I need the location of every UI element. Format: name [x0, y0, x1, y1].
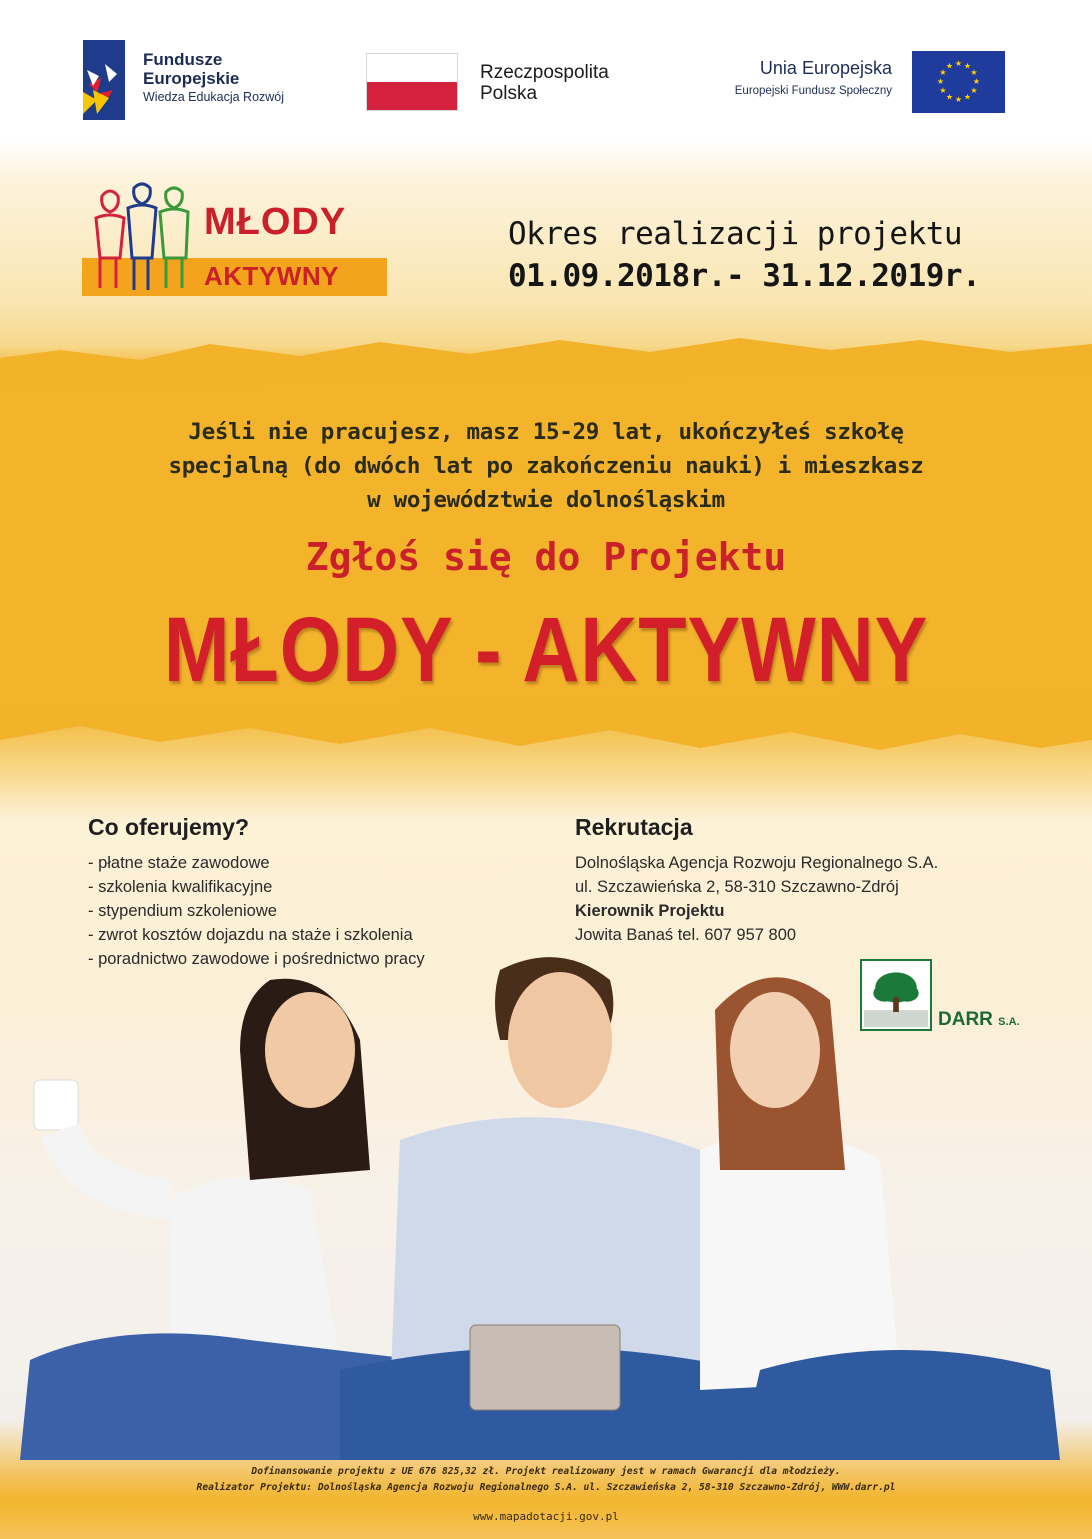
footer-url[interactable]: www.mapadotacji.gov.pl — [473, 1510, 619, 1523]
svg-text:★: ★ — [936, 77, 945, 86]
svg-text:★: ★ — [939, 86, 947, 95]
list-item: - płatne staże zawodowe — [88, 854, 270, 872]
svg-text:★: ★ — [945, 61, 954, 71]
svg-text:★: ★ — [963, 92, 972, 102]
offer-heading: Co oferujemy? — [88, 814, 250, 840]
svg-text:★: ★ — [945, 92, 954, 102]
fundusze-europejskie-logo-icon — [83, 40, 125, 120]
mlody-aktywny-logo — [82, 178, 387, 296]
tree-icon — [860, 959, 932, 1031]
list-item: - poradnictwo zawodowe i pośrednictwo pracy — [88, 950, 425, 968]
recruitment-manager-label: Kierownik Projektu — [575, 902, 725, 920]
eligibility-text — [60, 416, 1032, 517]
footer-line-1: Dofinansowanie projektu z UE 676 825,32 zł. Projekt realizowany jest w ramach Gwarancji dla młodzieży. — [251, 1466, 841, 1477]
list-item: - zwrot kosztów dojazdu na staże i szkolenia — [88, 926, 413, 944]
fundusze-europejskie-text — [143, 50, 284, 104]
svg-text:★: ★ — [954, 59, 963, 68]
list-item: - szkolenia kwalifikacyjne — [88, 878, 273, 896]
intro-line-3: w województwie dolnośląskim — [367, 486, 725, 513]
svg-text:★: ★ — [970, 68, 978, 77]
people-figures-icon — [82, 178, 202, 296]
project-period — [508, 216, 980, 294]
fe-line3: Wiedza Edukacja Rozwój — [143, 90, 285, 105]
rzeczpospolita-polska-text — [480, 62, 609, 105]
svg-text:★: ★ — [939, 68, 947, 77]
ue-line1: Unia Europejska — [759, 58, 892, 78]
eu-flag-icon — [912, 51, 1005, 113]
fe-line1: Fundusze — [143, 50, 223, 69]
intro-line-1: Jeśli nie pracujesz, masz 15-29 lat, ukończyłeś szkołę — [188, 419, 904, 445]
recruitment-org: Dolnośląska Agencja Rozwoju Regionalnego S.A. — [575, 854, 939, 872]
unia-europejska-text — [660, 58, 892, 97]
darr-label — [938, 1009, 1020, 1031]
project-title: MŁODY - AKTYWNY — [163, 599, 929, 701]
ue-line2: Europejski Fundusz Społeczny — [734, 85, 892, 97]
intro-line-2: specjalną (do dwóch lat po zakończeniu nauki) i mieszkasz — [168, 452, 924, 479]
rp-line1: Rzeczpospolita — [480, 62, 609, 83]
darr-logo — [860, 959, 1030, 1033]
polish-flag-icon — [366, 53, 458, 111]
svg-text:★: ★ — [963, 61, 972, 71]
period-label: Okres realizacji projektu — [508, 216, 963, 252]
logo-word-mlody: MŁODY — [204, 201, 347, 243]
svg-text:★: ★ — [954, 95, 963, 104]
svg-text:★: ★ — [972, 77, 981, 86]
rp-line2: Polska — [480, 83, 538, 105]
recruitment-heading: Rekrutacja — [575, 814, 693, 840]
svg-text:★: ★ — [970, 86, 978, 95]
darr-suffix: S.A. — [998, 1016, 1020, 1028]
footer-notes — [0, 1464, 1092, 1496]
period-dates: 01.09.2018r.- 31.12.2019r. — [508, 258, 981, 294]
footer-line-2: Realizator Projektu: Dolnośląska Agencja Rozwoju Regionalnego S.A. ul. Szczawieńska 2, 58-310 Szczawno-Zdrój, WWW.darr.pl — [196, 1482, 896, 1493]
call-to-action: Zgłoś się do Projektu — [305, 535, 787, 579]
list-item: - stypendium szkoleniowe — [88, 902, 277, 920]
recruitment-address: ul. Szczawieńska 2, 58-310 Szczawno-Zdrój — [575, 878, 899, 896]
fe-line2: Europejskie — [143, 69, 240, 89]
recruitment-section — [575, 814, 938, 947]
darr-name: DARR — [938, 1009, 993, 1030]
logo-word-aktywny: AKTYWNY — [204, 261, 339, 291]
logo-bar — [0, 0, 1092, 140]
recruitment-contact: Jowita Banaś tel. 607 957 800 — [575, 926, 797, 944]
